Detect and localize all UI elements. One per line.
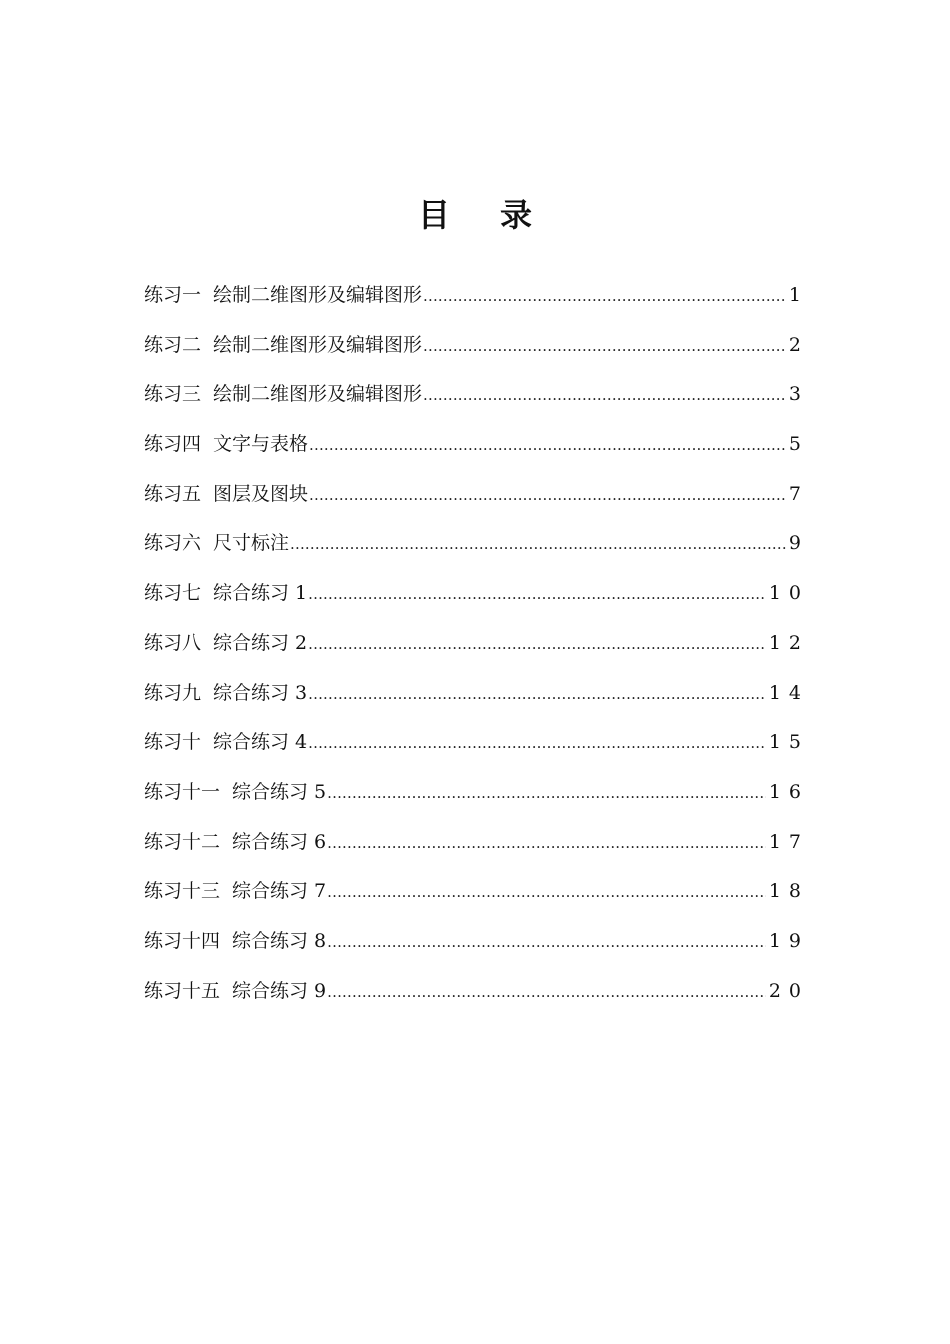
toc-dot-leader: [308, 574, 766, 614]
toc-entry-page-number: 9: [788, 532, 809, 555]
toc-entry[interactable]: [144, 623, 809, 673]
toc-dot-leader: [308, 674, 766, 714]
toc-entry-title: 文字与表格: [213, 433, 309, 456]
table-of-contents: [144, 275, 809, 1020]
toc-entry-title: 综合练习 6: [232, 830, 327, 853]
toc-entry-number: 练习十: [144, 731, 202, 754]
toc-entry-number: 练习四: [144, 433, 202, 456]
toc-entry[interactable]: [144, 971, 809, 1021]
toc-entry-number: 练习九: [144, 681, 202, 704]
toc-entry-page-number: 12: [768, 631, 809, 654]
toc-entry-title: 绘制二维图形及编辑图形: [213, 383, 423, 406]
toc-entry-page-number: 19: [768, 929, 809, 952]
toc-entry[interactable]: [144, 673, 809, 723]
toc-entry-title: 绘制二维图形及编辑图形: [213, 333, 423, 356]
toc-entry-number: 练习十一: [144, 780, 221, 803]
toc-entry[interactable]: [144, 871, 809, 921]
toc-dot-leader: [327, 823, 766, 863]
toc-entry-number: 练习一: [144, 284, 202, 306]
toc-entry-page-number: 10: [768, 582, 809, 605]
toc-dot-leader: [423, 276, 786, 316]
toc-entry-title: 综合练习 1: [213, 582, 308, 605]
toc-entry-title: 综合练习 5: [232, 780, 327, 803]
toc-entry[interactable]: [144, 573, 809, 623]
toc-dot-leader: [308, 723, 766, 763]
toc-dot-leader: [290, 524, 786, 564]
toc-entry[interactable]: [144, 474, 809, 524]
toc-entry-title: 综合练习 4: [213, 731, 308, 754]
toc-entry[interactable]: [144, 424, 809, 474]
toc-entry-page-number: 17: [768, 830, 809, 853]
toc-dot-leader: [423, 326, 786, 366]
toc-entry-title: 综合练习 9: [232, 979, 327, 1002]
toc-entry-page-number: 18: [768, 880, 809, 903]
toc-dot-leader: [309, 425, 786, 465]
toc-entry-page-number: 20: [768, 979, 809, 1002]
toc-entry[interactable]: [144, 722, 809, 772]
toc-entry-number: 练习七: [144, 582, 202, 605]
toc-entry-page-number: 14: [768, 681, 809, 704]
toc-entry-page-number: 15: [768, 731, 809, 754]
toc-entry[interactable]: [144, 325, 809, 375]
toc-entry-number: 练习十四: [144, 929, 221, 952]
toc-entry-page-number: 1: [788, 284, 809, 306]
toc-entry[interactable]: [144, 921, 809, 971]
toc-entry-number: 练习六: [144, 532, 202, 555]
toc-entry-number: 练习二: [144, 333, 202, 356]
toc-entry-title: 绘制二维图形及编辑图形: [213, 284, 423, 306]
toc-title-left: 目: [417, 196, 450, 234]
toc-dot-leader: [327, 922, 766, 962]
toc-entry-page-number: 2: [788, 333, 809, 356]
toc-entry-number: 练习三: [144, 383, 202, 406]
toc-entry[interactable]: [144, 772, 809, 822]
toc-entry-title: 综合练习 7: [232, 880, 327, 903]
toc-entry[interactable]: [144, 275, 809, 325]
toc-entry[interactable]: [144, 523, 809, 573]
toc-entry-page-number: 7: [788, 482, 809, 505]
toc-dot-leader: [327, 773, 766, 813]
toc-entry-page-number: 3: [788, 383, 809, 406]
toc-entry-number: 练习八: [144, 631, 202, 654]
toc-entry-number: 练习五: [144, 482, 202, 505]
toc-entry-title: 尺寸标注: [213, 532, 290, 555]
toc-entry-number: 练习十三: [144, 880, 221, 903]
toc-dot-leader: [309, 475, 786, 515]
toc-entry-title: 综合练习 3: [213, 681, 308, 704]
toc-entry[interactable]: [144, 374, 809, 424]
toc-title: [0, 192, 950, 238]
toc-entry-number: 练习十五: [144, 979, 221, 1002]
toc-entry-title: 综合练习 8: [232, 929, 327, 952]
toc-dot-leader: [308, 624, 766, 664]
toc-dot-leader: [327, 872, 766, 912]
toc-title-right: 录: [500, 196, 533, 234]
toc-entry[interactable]: [144, 822, 809, 872]
toc-entry-title: 图层及图块: [213, 482, 309, 505]
toc-entry-number: 练习十二: [144, 830, 221, 853]
toc-entry-page-number: 16: [768, 780, 809, 803]
toc-dot-leader: [327, 972, 766, 1012]
toc-dot-leader: [423, 375, 786, 415]
toc-entry-page-number: 5: [788, 433, 809, 456]
toc-entry-title: 综合练习 2: [213, 631, 308, 654]
